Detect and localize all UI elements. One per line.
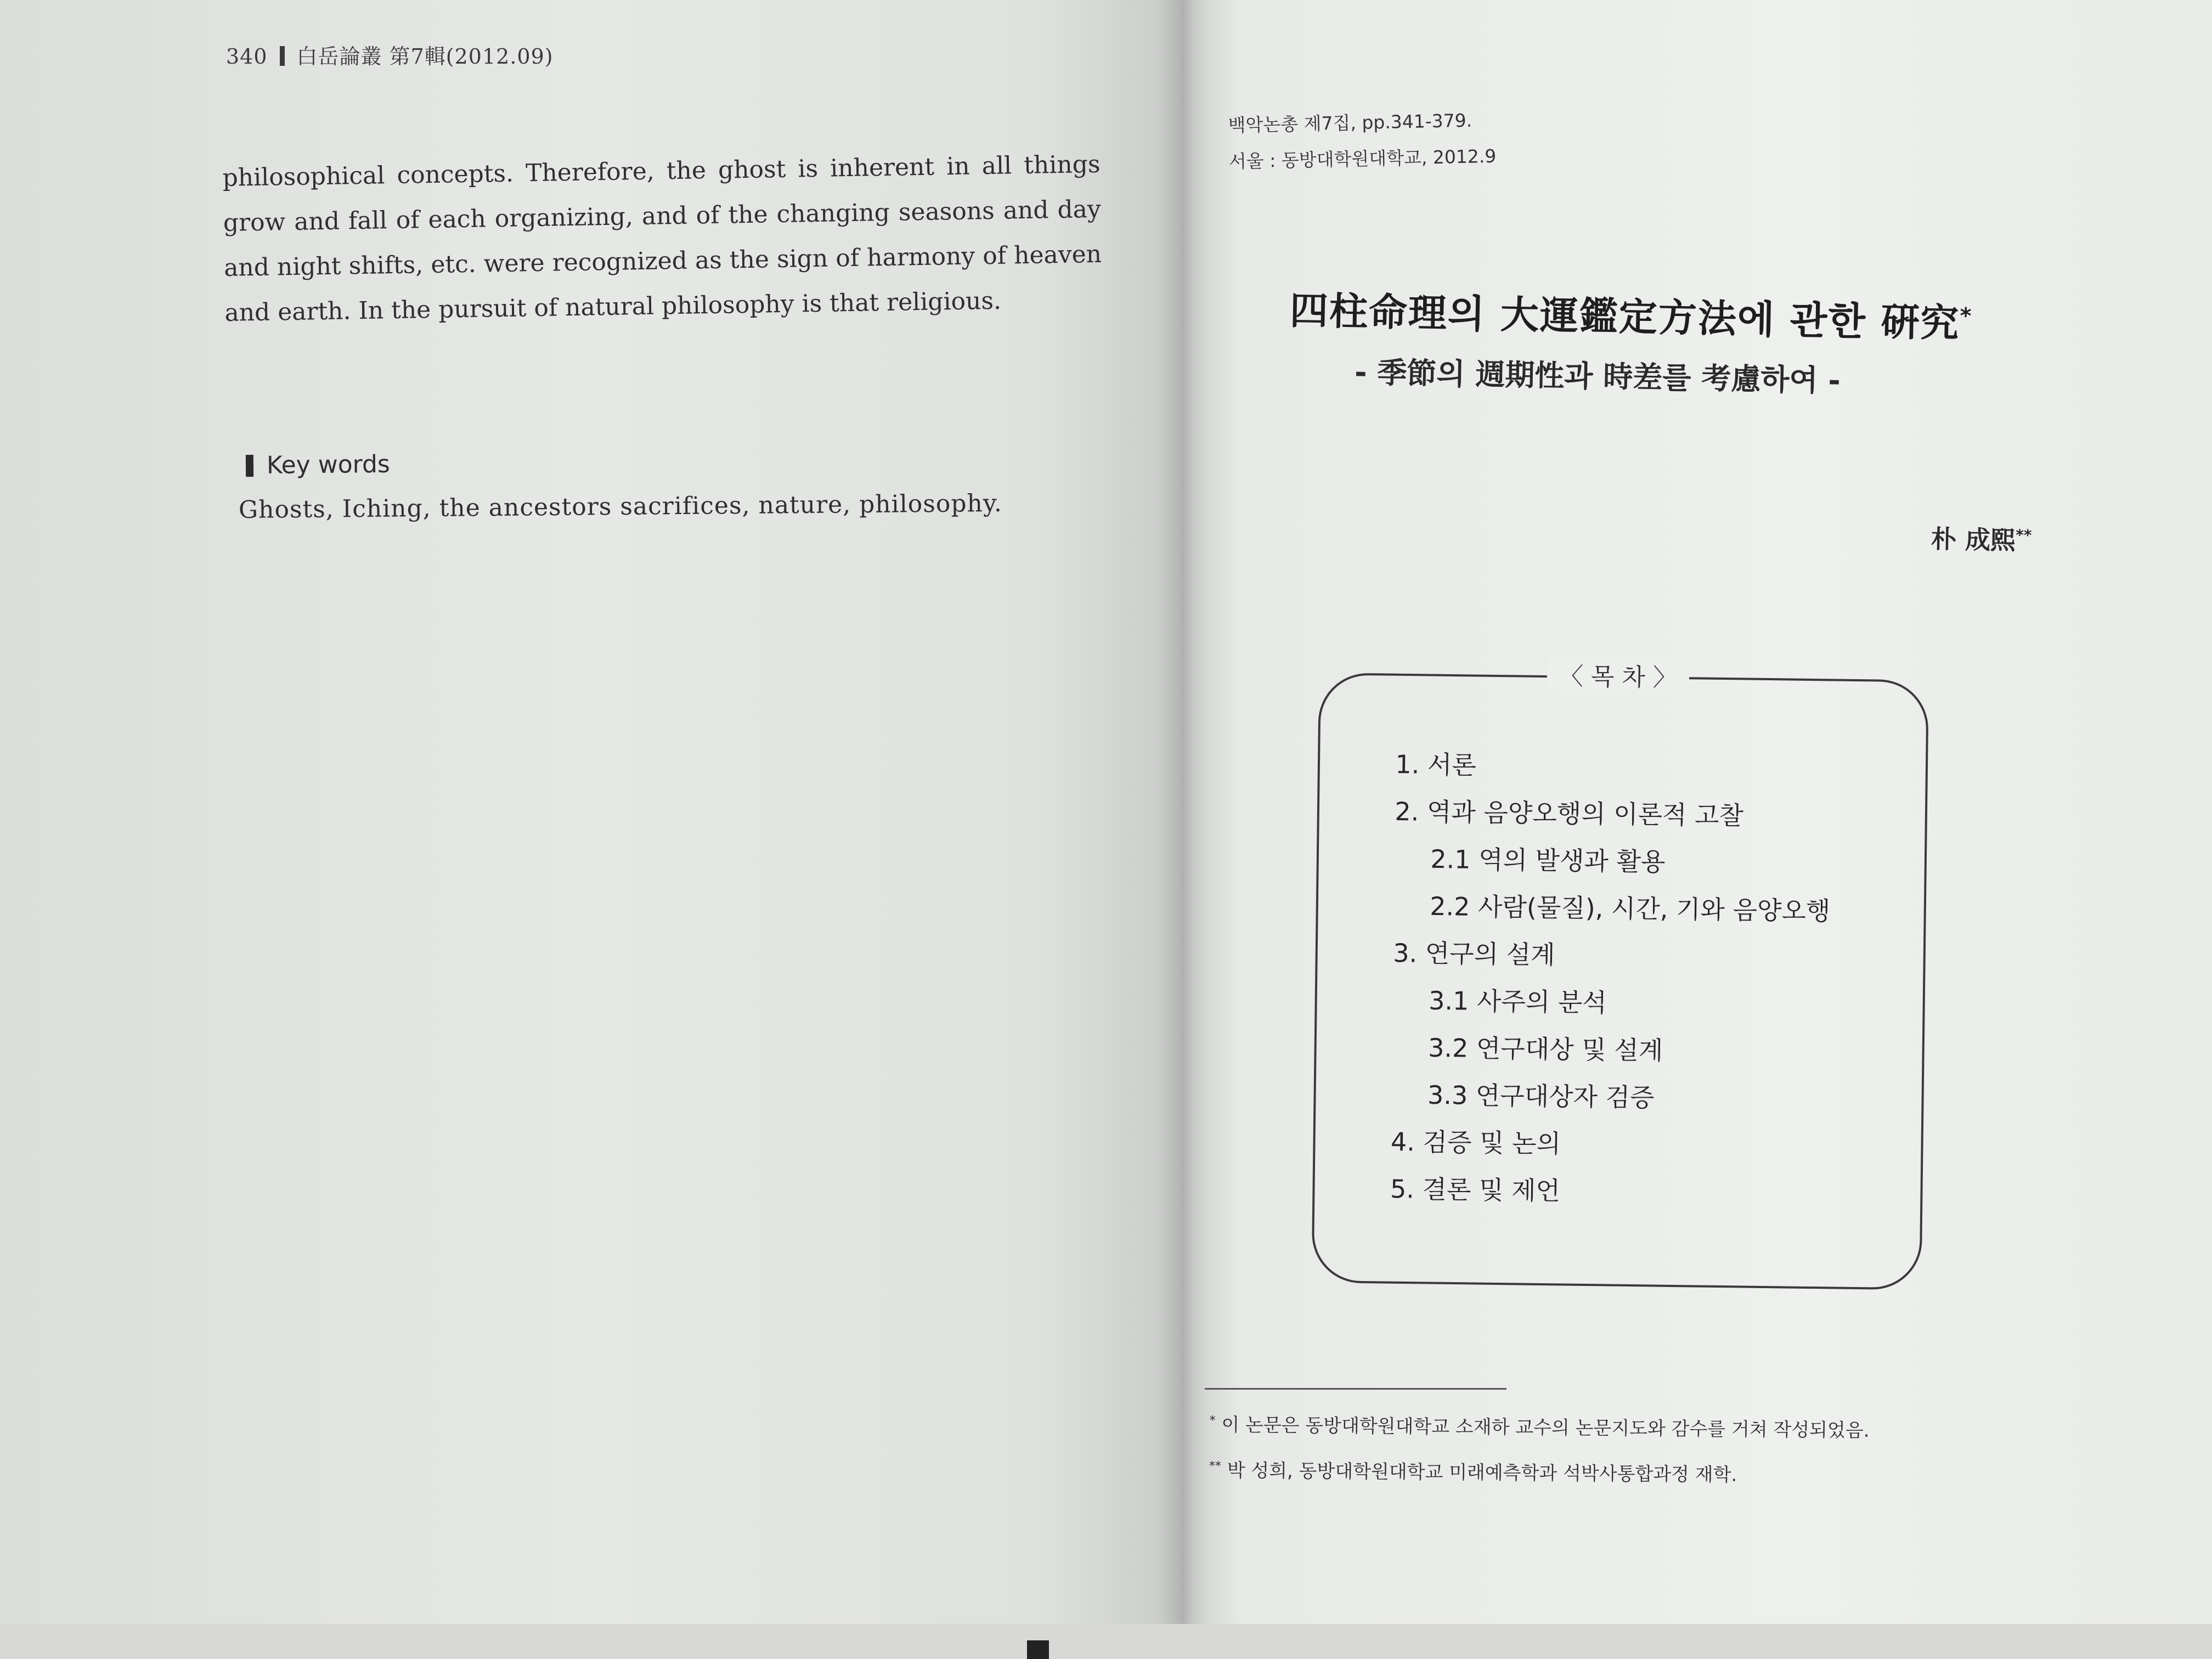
toc-subitem: 3.2 연구대상 및 설계: [1427, 1032, 1663, 1065]
spine-bookmark: [1027, 1640, 1049, 1659]
footnote: [1209, 1446, 1870, 1497]
toc-list: [1390, 741, 1832, 1218]
title-footnote-mark: *: [1960, 303, 1973, 329]
book-gutter: [1158, 0, 1207, 1646]
footnote: [1209, 1400, 1870, 1452]
paper-title-text: 四柱命理의 大運鑑定方法에 관한 硏究: [1289, 287, 1961, 346]
author-name: 朴 成熙: [1931, 524, 2016, 556]
page-number: 340: [226, 44, 268, 69]
footnotes: [1209, 1400, 1870, 1497]
toc-item: 2. 역과 음양오행의 이론적 고찰: [1395, 796, 1744, 831]
keywords-heading-text: Key words: [266, 450, 391, 479]
keywords-list: Ghosts, Iching, the ancestors sacrifices, nature, philosophy.: [238, 489, 1003, 524]
author: [1931, 519, 2032, 557]
toc-item: 3. 연구의 설계: [1392, 938, 1555, 970]
running-head: [226, 40, 554, 70]
journal-name: 白岳論叢 第7輯(2012.09): [296, 44, 554, 69]
toc-heading: 〈 목 차 〉: [1547, 656, 1690, 693]
citation-line: 서울 : 동방대학원대학교, 2012.9: [1228, 145, 1497, 172]
footnote-mark: *: [1209, 1413, 1216, 1428]
footnote-mark: **: [1209, 1459, 1222, 1474]
toc-item: 1. 서론: [1395, 749, 1477, 780]
toc-subitem: 3.3 연구대상자 검증: [1427, 1080, 1655, 1113]
toc-subitem: 2.2 사람(물질), 시간, 기와 음양오행: [1429, 891, 1831, 926]
toc-subitem: 3.1 사주의 분석: [1428, 985, 1607, 1018]
abstract-paragraph: philosophical concepts. Therefore, the ghost is inherent in all things grow and fall of each organizing, and of the changing seasons and day and night shifts, etc. were recognized as the sign of harmony of heaven and earth. In the pursuit of natural philosophy is that religious.: [222, 150, 1102, 327]
heading-bullet-icon: [246, 455, 253, 477]
citation-block: [1228, 102, 1497, 180]
keywords-heading: [246, 450, 390, 479]
page-bottom-edge: [0, 1624, 2212, 1659]
footnote-text: 박 성희, 동방대학원대학교 미래예측학과 석박사통합과정 재학.: [1227, 1459, 1737, 1487]
toc-subitem: 2.1 역의 발생과 활용: [1430, 844, 1666, 877]
toc-item: 4. 검증 및 논의: [1390, 1126, 1561, 1159]
author-footnote-mark: **: [2015, 526, 2032, 545]
footnote-text: 이 논문은 동방대학원대학교 소재하 교수의 논문지도와 감수를 거쳐 작성되었음.: [1221, 1414, 1870, 1442]
paper-subtitle: - 季節의 週期性과 時差를 考慮하여 -: [1354, 354, 1841, 398]
separator-bar: [280, 46, 285, 66]
toc-item: 5. 결론 및 제언: [1390, 1173, 1561, 1206]
citation-line: 백악논총 제7집, pp.341-379.: [1228, 109, 1472, 136]
footnote-rule: [1205, 1388, 1506, 1390]
